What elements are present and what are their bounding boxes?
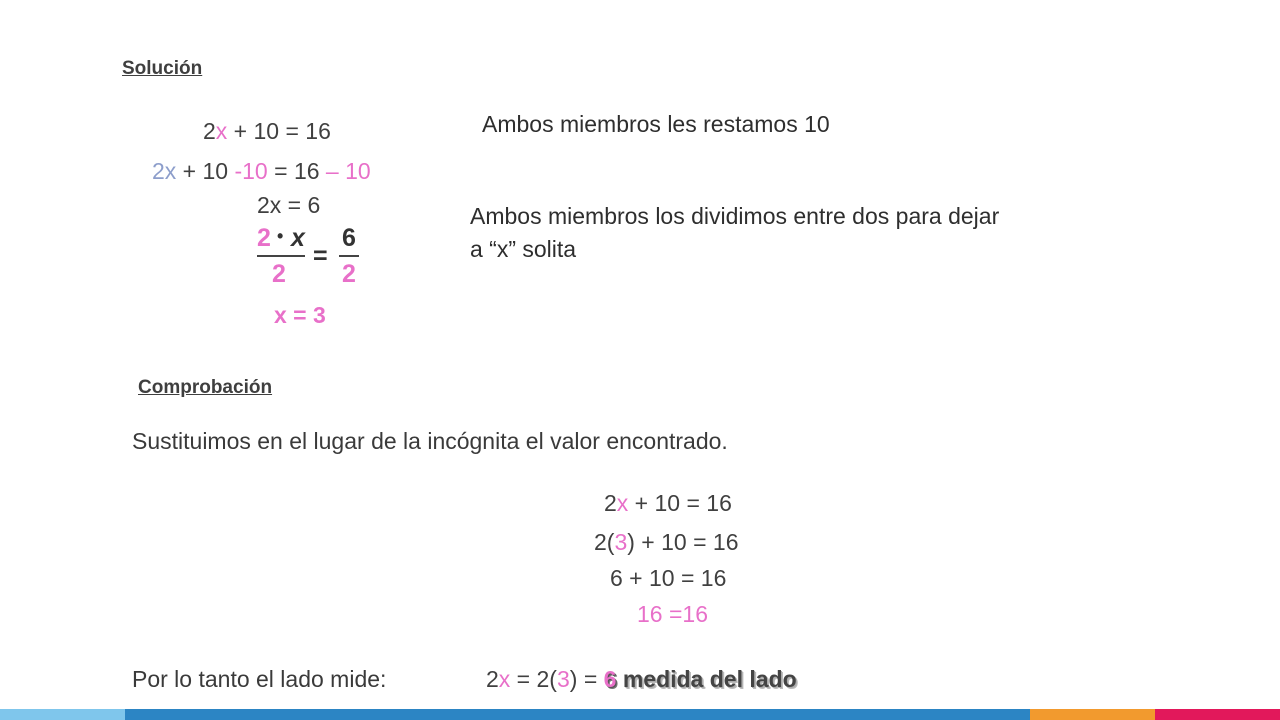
equation-original bbox=[203, 118, 331, 145]
eq2-plus: + 10 bbox=[176, 158, 235, 184]
note-divide-line2: a “x” solita bbox=[470, 236, 577, 262]
check2-value: 3 bbox=[614, 529, 628, 555]
check2-open: 2( bbox=[594, 529, 615, 555]
note-subtract: Ambos miembros les restamos 10 bbox=[482, 111, 830, 137]
conclusion-equation bbox=[486, 666, 797, 693]
check-line1 bbox=[604, 490, 732, 517]
equation-subtract bbox=[152, 158, 371, 185]
check1-rest: + 10 = 16 bbox=[628, 490, 732, 516]
check-heading: Comprobación bbox=[138, 377, 273, 398]
footer-bar-blue bbox=[125, 709, 1030, 720]
fraction-var: x bbox=[291, 224, 305, 252]
solution-heading: Solución bbox=[122, 58, 203, 79]
conclusion-var: x bbox=[498, 666, 511, 692]
conclusion-coef: 2 bbox=[486, 666, 499, 692]
conclusion-mid: = 2( bbox=[510, 666, 557, 692]
eq2-eq: = 16 bbox=[267, 158, 326, 184]
fraction-num-right: 6 bbox=[342, 224, 356, 252]
conclusion-sub-value: 3 bbox=[556, 666, 570, 692]
fraction-bar-right bbox=[339, 255, 359, 257]
conclusion-unit: medida del lado bbox=[616, 666, 797, 692]
fraction-equals: = bbox=[313, 242, 328, 270]
fraction-den-right: 2 bbox=[342, 260, 356, 288]
check-line2 bbox=[594, 529, 739, 556]
conclusion-value: 6 bbox=[603, 666, 617, 692]
check-intro: Sustituimos en el lugar de la incógnita el valor encontrado. bbox=[132, 428, 728, 454]
eq1-coef: 2 bbox=[203, 118, 216, 144]
fraction-den-left: 2 bbox=[272, 260, 286, 288]
fraction-dot: • bbox=[277, 226, 284, 246]
eq2-term: 2x bbox=[152, 158, 177, 184]
fraction-bar-left bbox=[257, 255, 305, 257]
footer-bar-orange bbox=[1030, 709, 1155, 720]
check1-var: x bbox=[616, 490, 629, 516]
check-line4: 16 =16 bbox=[637, 601, 708, 627]
note-divide-line1: Ambos miembros los dividimos entre dos para dejar bbox=[470, 203, 1000, 229]
eq1-rest: + 10 = 16 bbox=[227, 118, 331, 144]
footer-bar-lightblue bbox=[0, 709, 125, 720]
check2-rest: ) + 10 = 16 bbox=[627, 529, 739, 555]
footer-bar-red bbox=[1155, 709, 1280, 720]
eq2-minus-right: – 10 bbox=[325, 158, 371, 184]
equation-simplified: 2x = 6 bbox=[257, 192, 321, 218]
fraction-num-left: 2 bbox=[257, 224, 271, 252]
solution-result: x = 3 bbox=[274, 302, 326, 328]
conclusion-close: ) = bbox=[569, 666, 604, 692]
eq1-var: x bbox=[215, 118, 228, 144]
eq2-minus-left: -10 bbox=[234, 158, 268, 184]
conclusion-label: Por lo tanto el lado mide: bbox=[132, 666, 387, 692]
check1-coef: 2 bbox=[604, 490, 617, 516]
check-line3: 6 + 10 = 16 bbox=[610, 565, 727, 591]
